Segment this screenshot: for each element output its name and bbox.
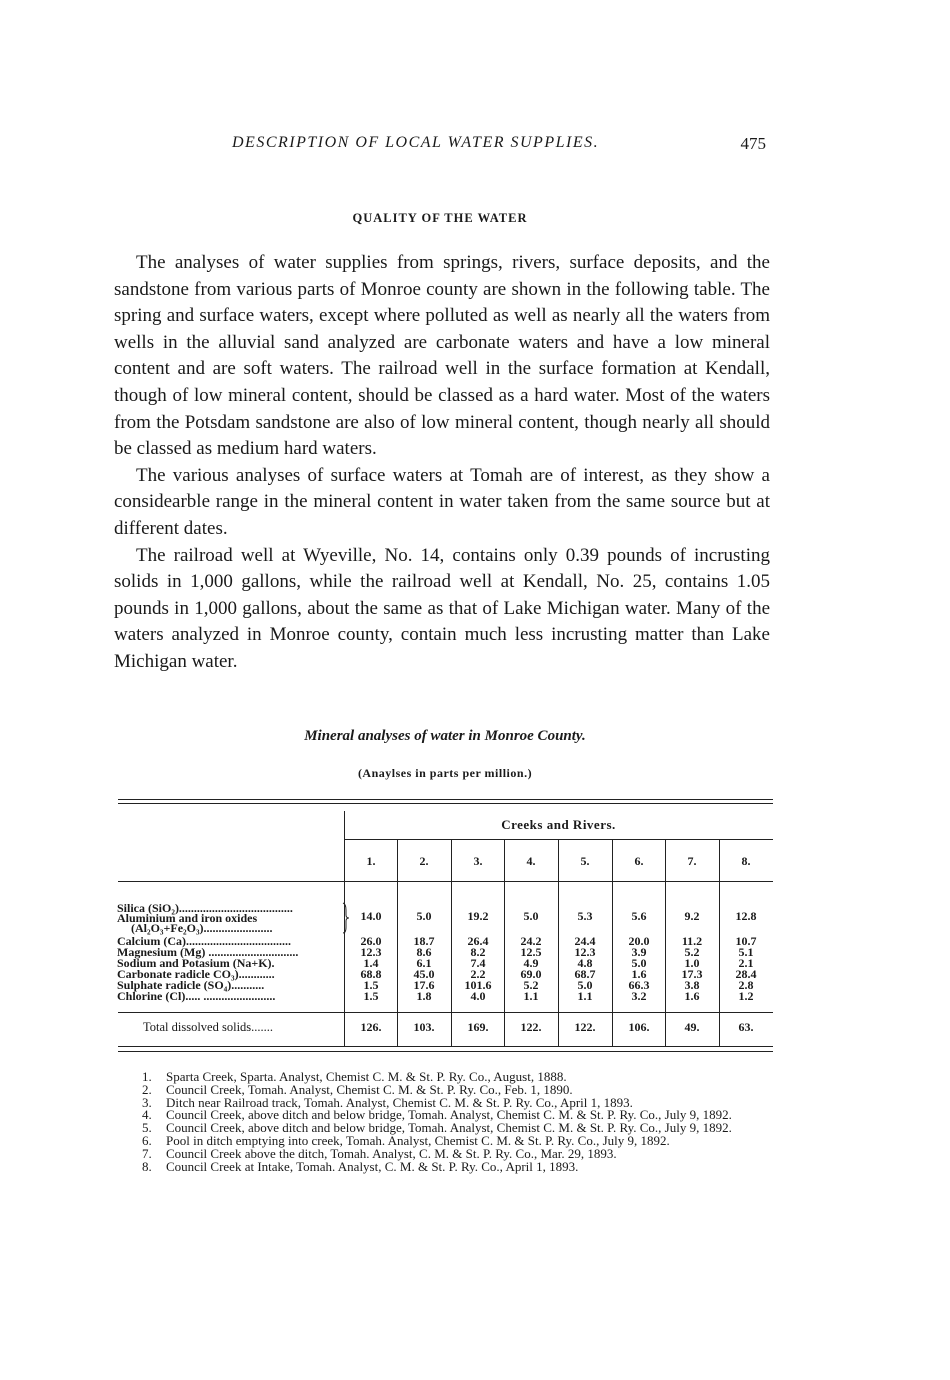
table-cell: 26.0 [360,934,382,948]
paragraph: The analyses of water supplies from springs, rivers, surface deposits, and the sandstone from various parts of Monroe county are shown in the following table. The spring and surface waters, except where polluted as well as nearly all the waters from wells in the alluvial sand analyzed are carbonate waters and have a low mineral content and are soft waters. The railroad well in the surface formation at Kendall, though of low mineral content, should be classed as a hard water. Most of the waters from the Potsdam sandstone are also of low mineral content, though nearly all should be classed as medium hard waters. [114,252,770,460]
footnote-text: Council Creek, Tomah. Analyst, Chemist C. M. & St. P. Ry. Co., Feb. 1, 1890. [166,1081,573,1097]
group-header: Creeks and Rivers. [501,817,616,832]
table-cell: 1.4 [363,956,379,970]
total-label: Total dissolved solids....... [143,1020,274,1034]
table-cell: 24.4 [574,934,596,948]
table-cell: 1.8 [416,989,432,1003]
column-header: 1. [366,854,376,868]
table-cell: 5.1 [738,945,754,959]
footnote-number: 5. [142,1120,152,1136]
table-cell: 7.4 [470,956,486,970]
row-label-carbonate: Carbonate radicle CO₃)............ [117,968,275,981]
footnote-text: Pool in ditch emptying into creek, Tomah. Analyst, Chemist C. M. & St. P. Ry. Co., July 9, 1892. [166,1132,670,1148]
table-cell: 5.0 [577,978,593,992]
footnote [142,1158,772,1174]
running-title: DESCRIPTION OF LOCAL WATER SUPPLIES. [232,134,600,151]
paragraph: The railroad well at Wyeville, No. 14, contains only 0.39 pounds of incrusting solids in 1,000 gallons, while the railroad well at Kendall, No. 25, contains 1.05 pounds in 1,000 gallons, about the same as that of Lake Michigan water. Many of the waters analyzed in Monroe county, contain much less incrusting matter than Lake Michigan water. [114,544,770,672]
footnote-text: Council Creek at Intake, Tomah. Analyst, C. M. & St. P. Ry. Co., April 1, 1893. [166,1158,579,1174]
footnote-number: 6. [142,1132,152,1148]
footnote-number: 8. [142,1158,152,1174]
table-cell: 68.8 [360,967,382,981]
table-cell: 17.6 [413,978,435,992]
table-cell: 12.8 [735,909,757,923]
footnotes [142,1071,772,1173]
row-label-aluminium-formula: (Al₂O₃+Fe₂O₃)....................... [131,922,273,935]
table-cell: 6.1 [416,956,432,970]
table-cell: 9.2 [684,909,700,923]
table-cell: 1.0 [684,956,700,970]
total-cell: 122. [520,1020,542,1034]
table-title: Mineral analyses of water in Monroe County. [304,728,586,744]
table-cell: 1.5 [363,978,379,992]
row-label-sulphate: Sulphate radicle (SO₄)........... [117,979,265,992]
table-cell: 5.3 [577,909,593,923]
table-cell: 1.1 [577,989,593,1003]
footnote-text: Council Creek, above ditch and below bridge, Tomah. Analyst, Chemist C. M. & St. P. Ry. Co., July 9, 1892. [166,1120,732,1136]
table-cell: 1.1 [523,989,539,1003]
table-cell: 11.2 [681,934,703,948]
footnote-number: 4. [142,1107,152,1123]
table-cell: 4.9 [523,956,539,970]
table-cell: 45.0 [413,967,435,981]
page-number: 475 [740,134,766,153]
column-header: 4. [526,854,536,868]
column-header: 3. [473,854,483,868]
table-cell: 8.2 [470,945,486,959]
table-cell: 2.2 [470,967,486,981]
totals-rule [118,1012,773,1013]
table-cell: 66.3 [628,978,650,992]
total-cell: 122. [574,1020,596,1034]
table-cell: 2.8 [738,978,754,992]
table-cell: 3.9 [631,945,647,959]
table-cell: 3.2 [631,989,647,1003]
column-header: 6. [634,854,644,868]
row-label-chlorine: Chlorine (Cl)..... ........................ [117,990,276,1003]
total-cell: 103. [413,1020,435,1034]
table-cell: 5.0 [631,956,647,970]
table-subtitle: (Anaylses in parts per million.) [357,766,533,780]
table-cell: 12.3 [360,945,382,959]
table-cell: 8.6 [416,945,432,959]
column-header: 2. [419,854,429,868]
table-cell: 1.5 [363,989,379,1003]
table-cell: 14.0 [360,909,382,923]
total-cell: 49. [684,1020,700,1034]
column-header: 7. [687,854,697,868]
table-bottom-rule [118,1046,773,1047]
footnote-text: Sparta Creek, Sparta. Analyst, Chemist C. M. & St. P. Ry. Co., August, 1888. [166,1069,567,1084]
table-cell: 18.7 [413,934,435,948]
footnote-text: Ditch near Railroad track, Tomah. Analyst, Chemist C. M. & St. P. Ry. Co., April 1, 1893. [166,1094,633,1110]
table-top-rule [118,799,773,800]
table-cell: 19.2 [467,909,489,923]
table-cell: 20.0 [628,934,650,948]
table-bottom-rule [118,1051,773,1052]
table-cell: 5.0 [523,909,539,923]
table-cell: 1.6 [631,967,647,981]
table-cell: 5.2 [684,945,700,959]
table-cell: 4.8 [577,956,593,970]
footnote-number: 3. [142,1094,152,1110]
row-label-aluminium: Aluminium and iron oxides [117,912,258,925]
table-cell: 4.0 [470,989,486,1003]
column-header: 5. [580,854,590,868]
table-cell: 68.7 [574,967,596,981]
table-cell: 17.3 [681,967,703,981]
table-cell: 5.6 [631,909,647,923]
total-cell: 126. [360,1020,382,1034]
table-cell: 1.2 [738,989,754,1003]
table-cell: 3.8 [684,978,700,992]
table-cell: 101.6 [464,978,492,992]
table-cell: 12.3 [574,945,596,959]
footnote-number: 7. [142,1145,152,1161]
footnote-number: 2. [142,1081,152,1097]
row-label-calcium: Calcium (Ca)................................... [117,935,291,948]
table-top-rule [118,803,773,804]
table-cell: 1.6 [684,989,700,1003]
section-title: QUALITY OF THE WATER [352,211,528,225]
row-label-silica: Silica (SiO₂)...................................... [117,902,293,915]
table-cell: 5.0 [416,909,432,923]
table-cell: 5.2 [523,978,539,992]
table-cell: 28.4 [735,967,757,981]
column-header: 8. [741,854,751,868]
table-cell: 26.4 [467,934,489,948]
paragraph: The various analyses of surface waters at Tomah are of interest, as they show a considearble range in the mineral content in water taken from the same source but at different dates. [114,464,770,539]
table-cell: 12.5 [520,945,542,959]
table-cell: 2.1 [738,956,754,970]
footnote-number: 1. [142,1069,152,1084]
body-text [114,250,770,676]
table-cell: 10.7 [735,934,757,948]
table-cell: 69.0 [520,967,542,981]
total-cell: 63. [738,1020,754,1034]
row-label-magnesium: Magnesium (Mg) .............................. [117,946,299,959]
footnote-text: Council Creek, above ditch and below bridge, Tomah. Analyst, Chemist C. M. & St. P. Ry. Co., July 9, 1892. [166,1107,732,1123]
table-cell: 24.2 [520,934,542,948]
running-header [232,134,772,158]
total-cell: 106. [628,1020,650,1034]
footnote-text: Council Creek above the ditch, Tomah. Analyst, C. M. & St. P. Ry. Co., Mar. 29, 1893. [166,1145,617,1161]
column-header-rule [118,881,773,882]
total-cell: 169. [467,1020,489,1034]
row-label-sodium: Sodium and Potasium (Na+K). [117,957,275,970]
